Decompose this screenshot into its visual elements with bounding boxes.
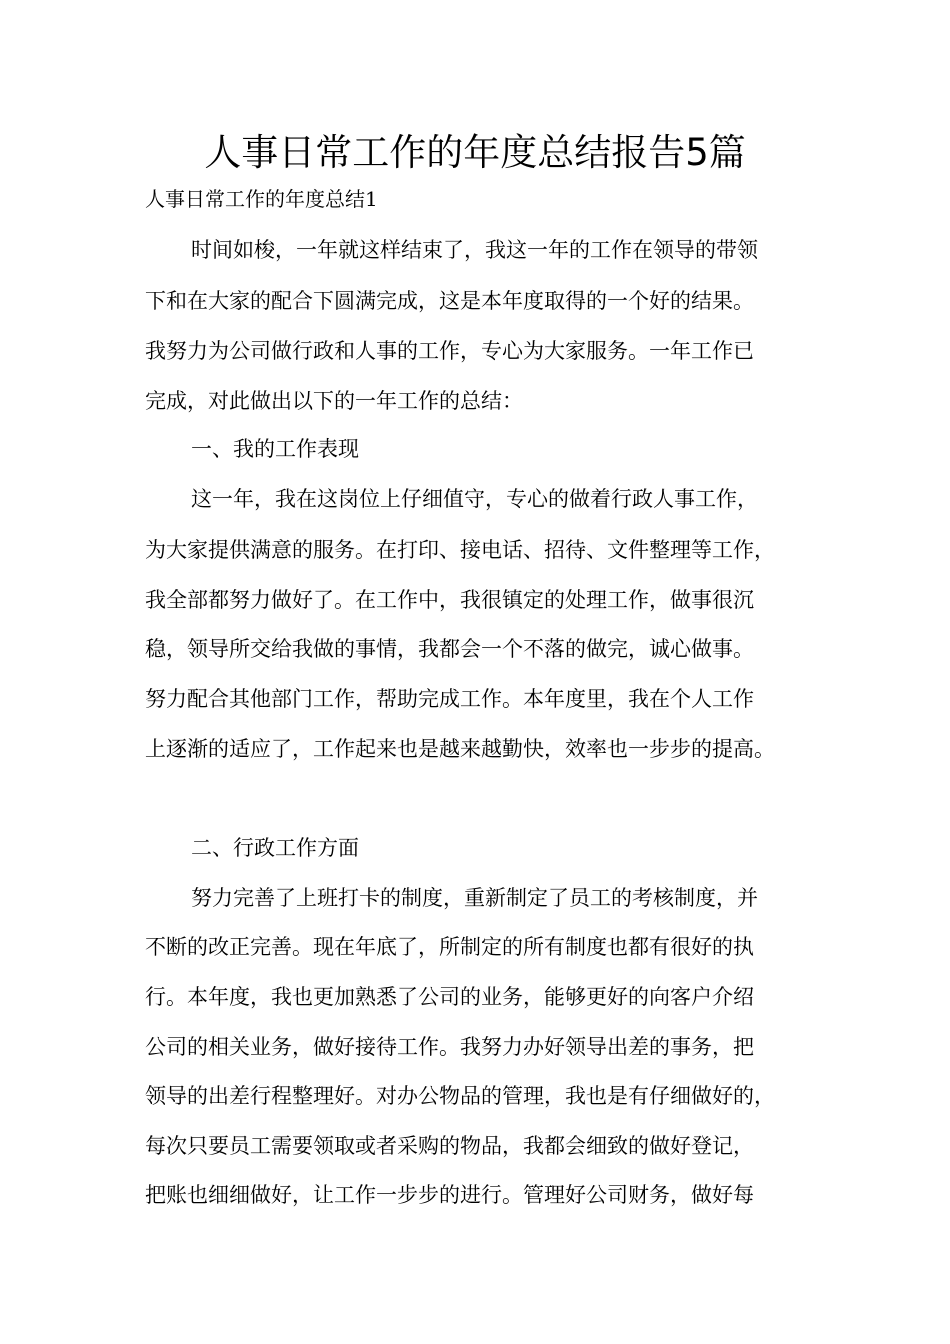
paragraph-line: 每次只要员工需要领取或者采购的物品，我都会细致的做好登记， [145,1134,754,1158]
section-heading: 二、行政工作方面 [191,836,359,860]
document-title: 人事日常工作的年度总结报告5篇 [204,131,746,174]
paragraph-line: 行。本年度，我也更加熟悉了公司的业务，能够更好的向客户介绍 [145,985,754,1009]
paragraph-line: 稳，领导所交给我做的事情，我都会一个不落的做完，诚心做事。 [145,637,754,661]
paragraph-line: 下和在大家的配合下圆满完成，这是本年度取得的一个好的结果。 [145,289,754,313]
paragraph-line: 不断的改正完善。现在年底了，所制定的所有制度也都有很好的执 [145,935,754,959]
paragraph-line: 完成，对此做出以下的一年工作的总结： [145,389,523,413]
paragraph-line: 为大家提供满意的服务。在打印、接电话、招待、文件整理等工作， [145,538,775,562]
paragraph-line: 时间如梭，一年就这样结束了，我这一年的工作在领导的带领 [191,238,758,262]
paragraph-line: 上逐渐的适应了，工作起来也是越来越勤快，效率也一步步的提高。 [145,737,775,761]
paragraph-line: 领导的出差行程整理好。对办公物品的管理，我也是有仔细做好的， [145,1084,775,1108]
paragraph-line: 努力完善了上班打卡的制度，重新制定了员工的考核制度，并 [191,886,758,910]
section-heading: 一、我的工作表现 [191,437,359,461]
paragraph-line: 这一年，我在这岗位上仔细值守，专心的做着行政人事工作， [191,487,758,511]
section-subtitle: 人事日常工作的年度总结1 [145,187,378,211]
paragraph-line: 我努力为公司做行政和人事的工作，专心为大家服务。一年工作已 [145,339,754,363]
paragraph-line: 把账也细细做好，让工作一步步的进行。管理好公司财务，做好每 [145,1183,754,1207]
paragraph-line: 公司的相关业务，做好接待工作。我努力办好领导出差的事务，把 [145,1035,754,1059]
paragraph-line: 努力配合其他部门工作，帮助完成工作。本年度里，我在个人工作 [145,687,754,711]
paragraph-line: 我全部都努力做好了。在工作中，我很镇定的处理工作，做事很沉 [145,588,754,612]
